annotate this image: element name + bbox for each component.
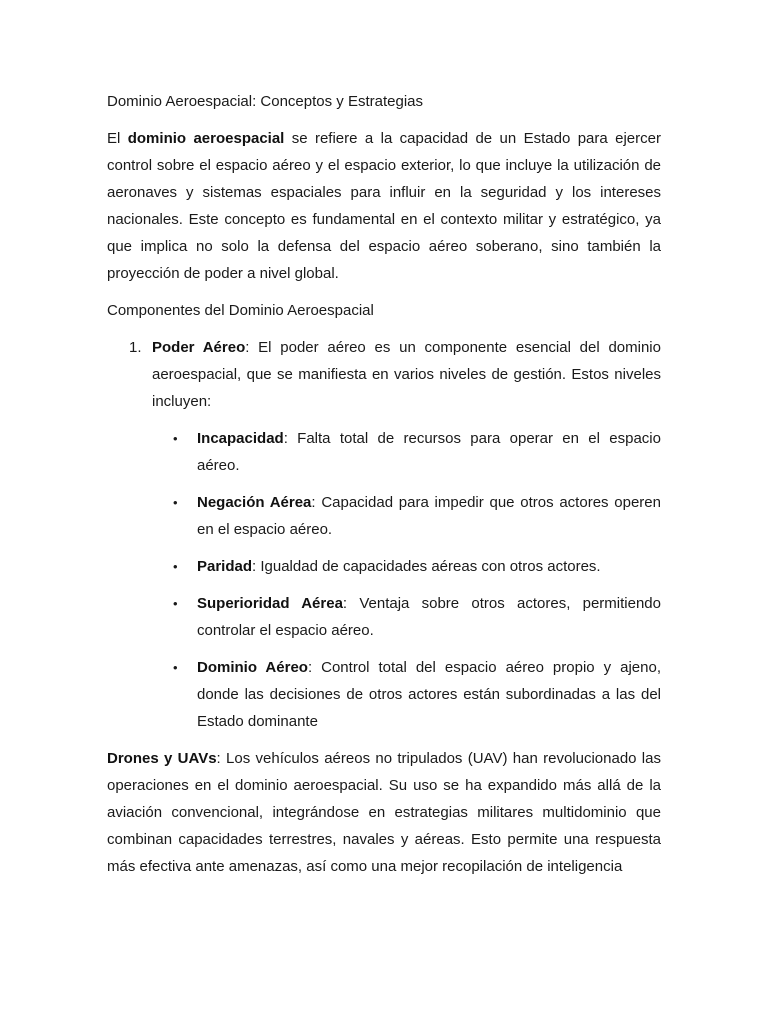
intro-bold-term: dominio aeroespacial — [127, 130, 285, 147]
bullet-bold-term: Negación Aérea — [197, 494, 312, 511]
bullet-bold-term: Incapacidad — [197, 430, 284, 447]
bullet-marker: • — [173, 559, 178, 574]
bullet-bold-term: Dominio Aéreo — [197, 659, 308, 676]
list-item — [107, 425, 661, 479]
bullet-text: : Control total del espacio aéreo propio y ajeno, donde las decisiones de otros actores están subordinadas a las del Estado dominante — [197, 659, 661, 730]
numbered-item-text: : El poder aéreo es un componente esencial del dominio aeroespacial, que se manifiesta en varios niveles de gestión. Estos niveles incluyen: — [152, 339, 661, 410]
intro-prefix: El — [107, 130, 128, 147]
document-title: Dominio Aeroespacial: Conceptos y Estrategias — [107, 93, 423, 110]
bullet-list — [107, 425, 661, 735]
drones-text: : Los vehículos aéreos no tripulados (UAV) han revolucionado las operaciones en el dominio aeroespacial. Su uso se ha expandido más allá de la aviación convencional, integrándose en estrategias militares multidominio que combinan capacidades terrestres, navales y aéreas. Esto permite una respuesta más efectiva ante amenazas, así como una mejor recopilación de inteligencia — [107, 750, 661, 875]
numbered-item-marker: 1. — [129, 339, 142, 356]
numbered-item-bold-term: Poder Aéreo — [152, 339, 246, 356]
drones-paragraph — [107, 745, 661, 880]
bullet-text: : Capacidad para impedir que otros actores operen en el espacio aéreo. — [197, 494, 661, 538]
document-page — [107, 88, 661, 890]
bullet-bold-term: Paridad — [197, 558, 253, 575]
components-heading: Componentes del Dominio Aeroespacial — [107, 302, 374, 319]
list-item — [107, 553, 661, 580]
bullet-text: : Ventaja sobre otros actores, permitiendo controlar el espacio aéreo. — [197, 595, 661, 639]
intro-paragraph — [107, 125, 661, 287]
bullet-marker: • — [173, 596, 178, 611]
intro-text: se refiere a la capacidad de un Estado para ejercer control sobre el espacio aéreo y el espacio exterior, lo que incluye la utilización de aeronaves y sistemas espaciales para influir en la seguridad y los intereses nacionales. Este concepto es fundamental en el contexto militar y estratégico, ya que implica no solo la defensa del espacio aéreo soberano, sino también la proyección de poder a nivel global. — [107, 130, 661, 282]
list-item — [107, 654, 661, 735]
bullet-bold-term: Superioridad Aérea — [197, 595, 343, 612]
bullet-marker: • — [173, 495, 178, 510]
list-item — [107, 489, 661, 543]
bullet-text: : Falta total de recursos para operar en el espacio aéreo. — [197, 430, 661, 474]
numbered-item-1 — [107, 334, 661, 415]
drones-bold-term: Drones y UAVs — [107, 750, 217, 767]
list-item — [107, 590, 661, 644]
bullet-marker: • — [173, 660, 178, 675]
bullet-marker: • — [173, 431, 178, 446]
bullet-text: : Igualdad de capacidades aéreas con otros actores. — [252, 558, 601, 575]
